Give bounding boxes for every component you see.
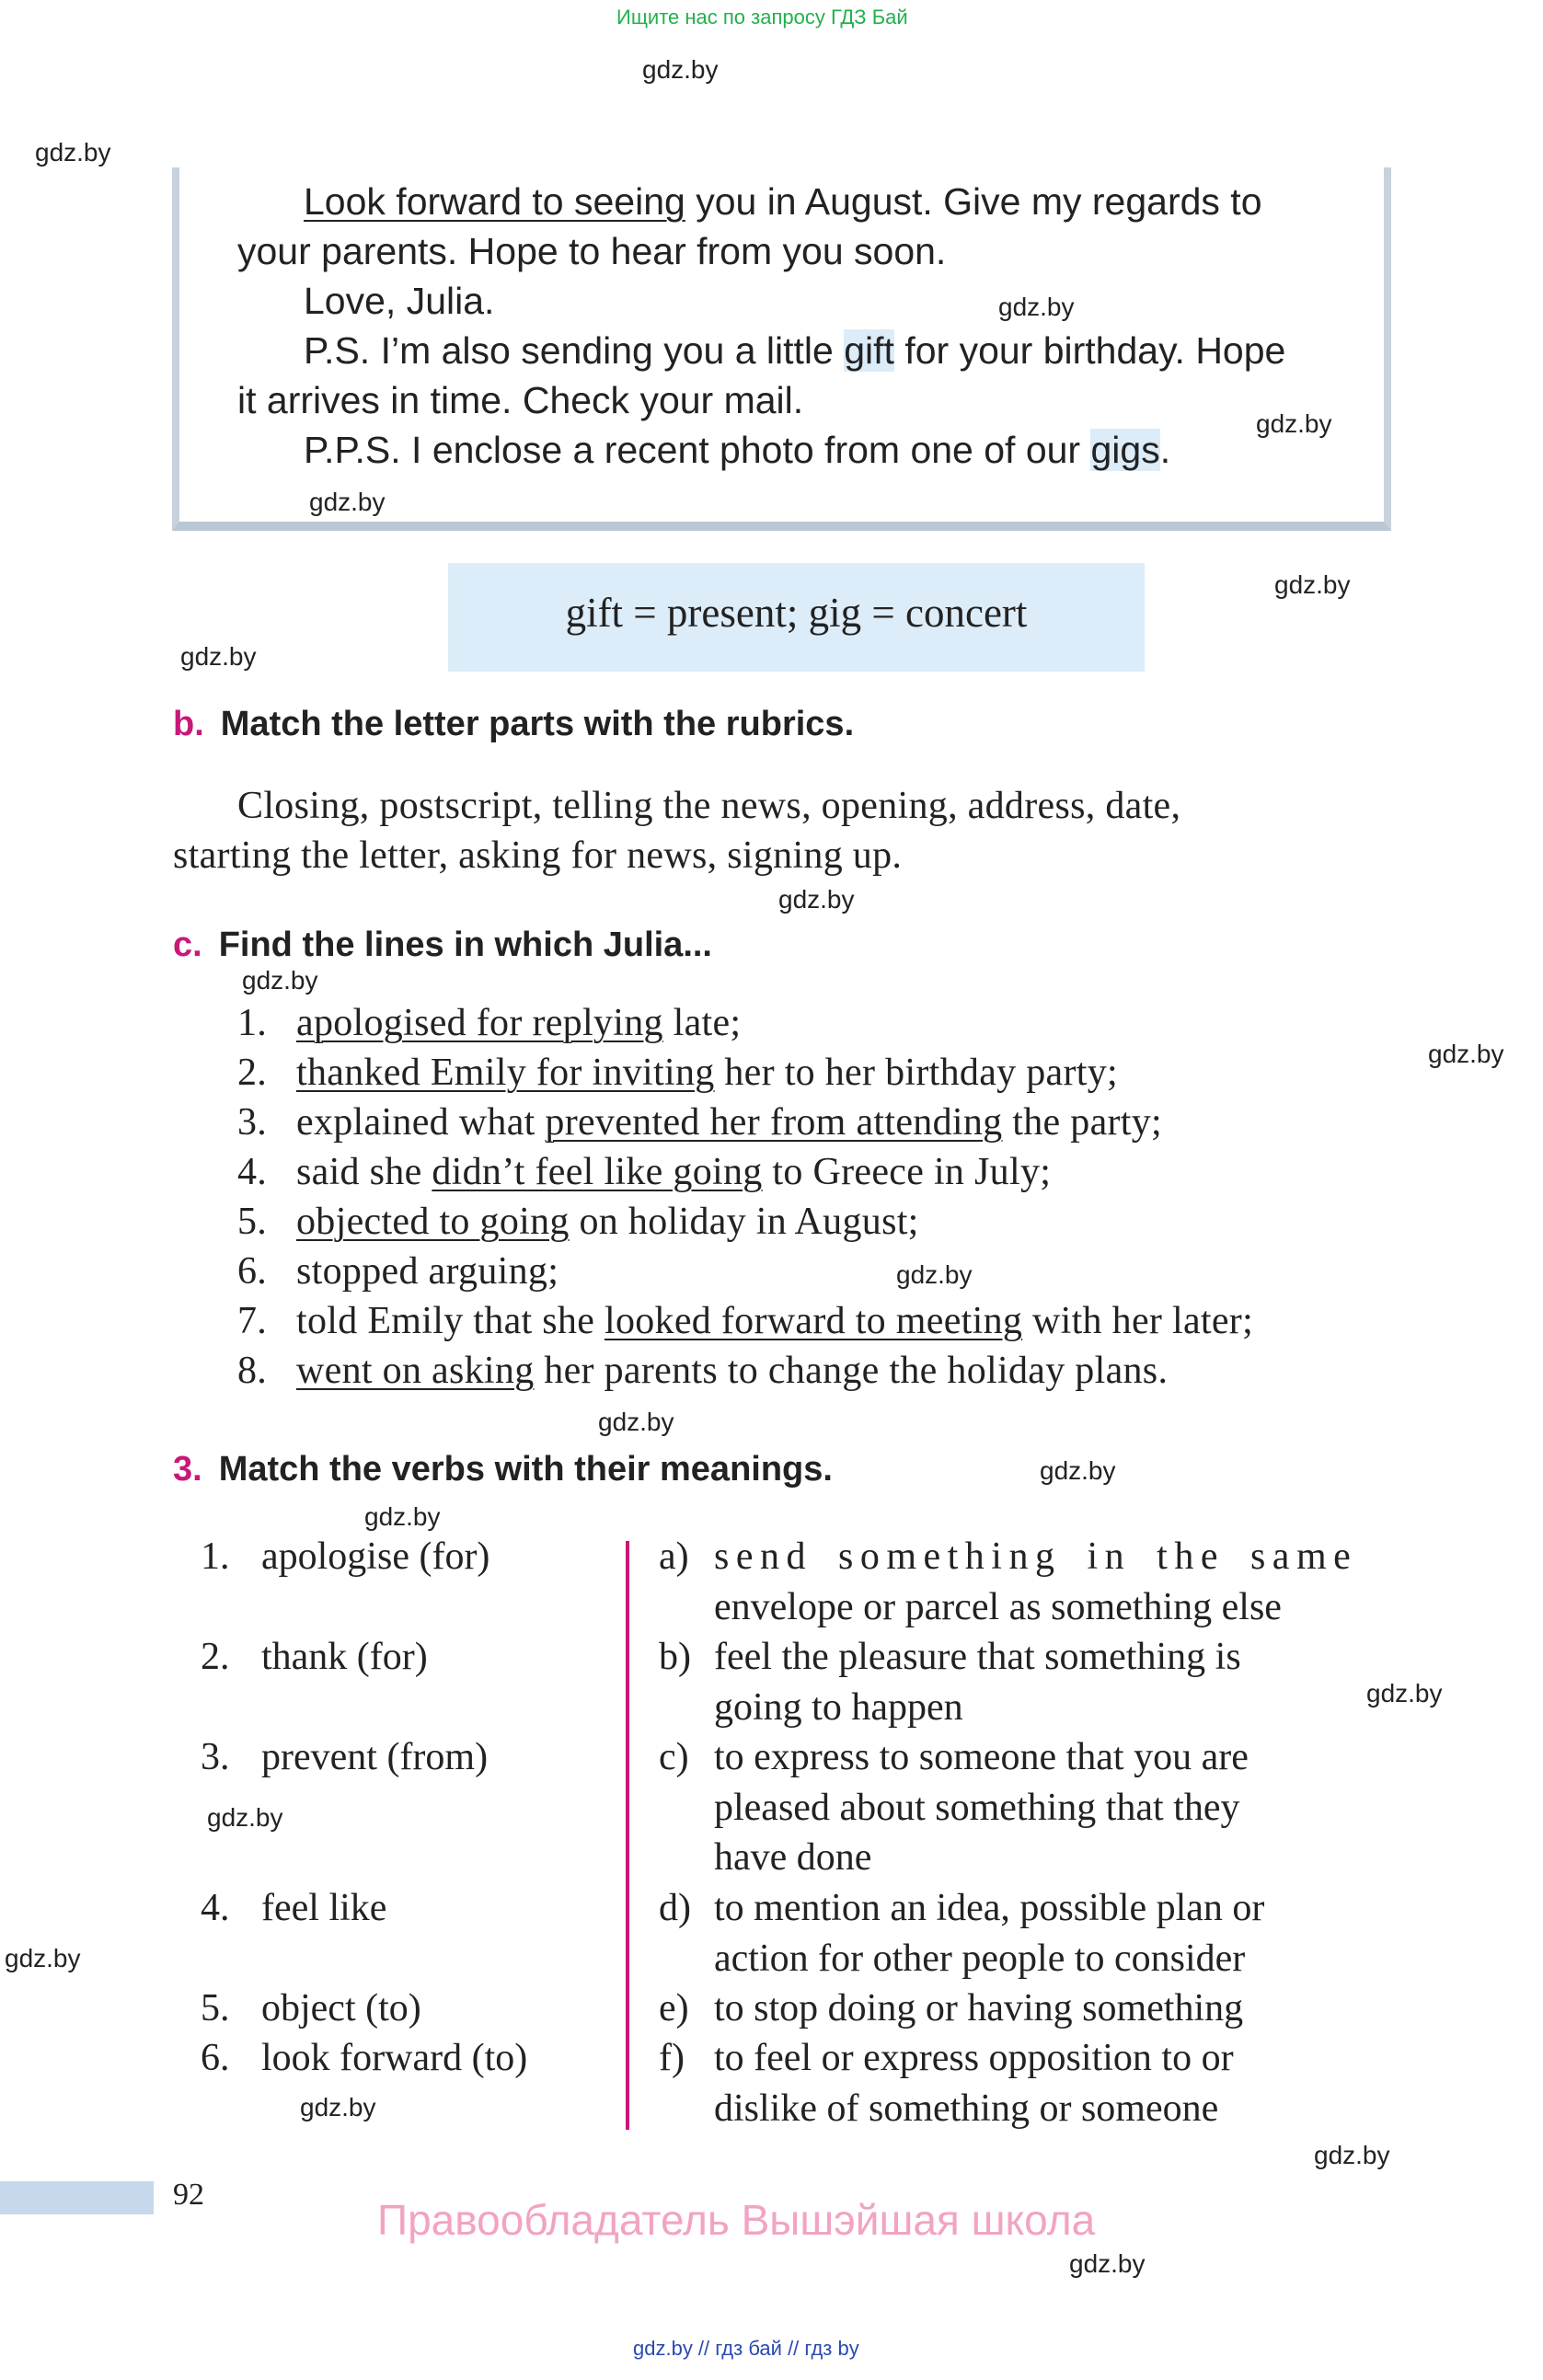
list-item-number: 7.: [237, 1300, 268, 1342]
watermark: gdz.by: [309, 488, 386, 516]
list-item-number: 3.: [237, 1101, 268, 1144]
list-item-number: 5.: [237, 1201, 268, 1243]
underlined-phrase: prevented her from attending: [545, 1101, 1003, 1144]
watermark: gdz.by: [998, 293, 1075, 321]
task-c-heading: c. Find the lines in which Julia...: [173, 926, 712, 964]
underlined-phrase: objected to going: [296, 1201, 570, 1243]
meaning-line: envelope or parcel as something else: [714, 1585, 1282, 1628]
meaning-line: d) to mention an idea, possible plan or: [659, 1887, 1265, 1929]
verb-item: 2. thank (for): [201, 1636, 428, 1678]
rubrics-text: Closing, postscript, telling the news, opening, address, date,: [237, 785, 1181, 827]
watermark: gdz.by: [180, 642, 257, 671]
meaning-line: dislike of something or someone: [714, 2087, 1219, 2130]
watermark: gdz.by: [1069, 2249, 1146, 2278]
list-item: 4. said she didn’t feel like going to Greece in July;: [237, 1151, 1052, 1193]
letter-signoff: Love, Julia.: [304, 280, 495, 322]
search-note: Ищите нас по запросу ГДЗ Бай: [616, 6, 908, 29]
footer-links: gdz.by // гдз бай // гдз by: [633, 2337, 859, 2360]
list-item: 3. explained what prevented her from attending the party;: [237, 1101, 1163, 1144]
highlighted-word: gigs: [1090, 429, 1160, 471]
letter-ps: P.S. I’m also sending you a little gift for your birthday. Hope: [304, 329, 1286, 372]
watermark: gdz.by: [1428, 1040, 1504, 1068]
watermark: gdz.by: [1040, 1456, 1116, 1485]
definition-text: gift = present; gig = concert: [565, 590, 1028, 636]
list-item: 1. apologised for replying late;: [237, 1002, 742, 1044]
letter-line: it arrives in time. Check your mail.: [237, 379, 804, 421]
underlined-phrase: thanked Emily for inviting: [296, 1052, 715, 1094]
meaning-line: c) to express to someone that you are: [659, 1736, 1249, 1778]
underlined-phrase: apologised for replying: [296, 1002, 663, 1044]
meaning-line: f) to feel or express opposition to or: [659, 2037, 1234, 2079]
watermark: gdz.by: [242, 966, 318, 995]
list-item: 2. thanked Emily for inviting her to her birthday party;: [237, 1052, 1119, 1094]
letter-line: Look forward to seeing you in August. Give my regards to: [304, 180, 1262, 223]
watermark: gdz.by: [1314, 2141, 1390, 2169]
verb-item: 4. feel like: [201, 1887, 387, 1929]
verb-item: 5. object (to): [201, 1987, 421, 2029]
list-item-number: 4.: [237, 1151, 268, 1193]
highlighted-word: gift: [844, 329, 894, 372]
list-item-number: 6.: [237, 1250, 268, 1293]
list-item: 7. told Emily that she looked forward to meeting with her later;: [237, 1300, 1254, 1342]
list-item: 6. stopped arguing;: [237, 1250, 559, 1293]
letter-line: your parents. Hope to hear from you soon.: [237, 230, 947, 272]
watermark: gdz.by: [778, 885, 855, 914]
list-item: 8. went on asking her parents to change the holiday plans.: [237, 1350, 1169, 1392]
verb-item: 6. look forward (to): [201, 2037, 528, 2079]
watermark: gdz.by: [364, 1502, 441, 1531]
watermark: gdz.by: [1256, 409, 1332, 438]
meaning-line: action for other people to consider: [714, 1937, 1246, 1980]
watermark: gdz.by: [35, 138, 111, 167]
list-item-number: 1.: [237, 1002, 268, 1044]
underlined-phrase: went on asking: [296, 1350, 535, 1392]
page-number-bar: [0, 2181, 154, 2214]
list-item-number: 8.: [237, 1350, 268, 1392]
watermark: gdz.by: [598, 1408, 674, 1436]
rights-holder: Правообладатель Вышэйшая школа: [377, 2196, 1096, 2244]
task-b-heading: b. Match the letter parts with the rubrics.: [173, 705, 855, 743]
watermark: gdz.by: [642, 55, 719, 84]
list-item: 5. objected to going on holiday in August;: [237, 1201, 919, 1243]
meaning-line: have done: [714, 1836, 872, 1879]
watermark: gdz.by: [1366, 1679, 1443, 1707]
verb-item: 3. prevent (from): [201, 1736, 489, 1778]
column-divider: [626, 1541, 629, 2130]
rubrics-text: starting the letter, asking for news, signing up.: [173, 834, 903, 877]
verb-item: 1. apologise (for): [201, 1535, 490, 1578]
task-3-heading: 3. Match the verbs with their meanings.: [173, 1450, 833, 1489]
list-item-number: 2.: [237, 1052, 268, 1094]
watermark: gdz.by: [5, 1944, 81, 1972]
letter-pps: P.P.S. I enclose a recent photo from one of our gigs.: [304, 429, 1171, 471]
watermark: gdz.by: [300, 2093, 376, 2121]
underlined-phrase: didn’t feel like going: [432, 1151, 763, 1193]
underlined-phrase: looked forward to meeting: [604, 1300, 1023, 1342]
watermark: gdz.by: [1274, 570, 1351, 599]
page-number: 92: [173, 2178, 204, 2212]
meaning-line: b) feel the pleasure that something is: [659, 1636, 1241, 1678]
meaning-line: a) send something in the same: [659, 1535, 1358, 1578]
meaning-line: e) to stop doing or having something: [659, 1987, 1244, 2029]
watermark: gdz.by: [896, 1260, 973, 1289]
meaning-line: going to happen: [714, 1685, 963, 1729]
meaning-line: pleased about something that they: [714, 1786, 1240, 1829]
watermark: gdz.by: [207, 1803, 283, 1832]
